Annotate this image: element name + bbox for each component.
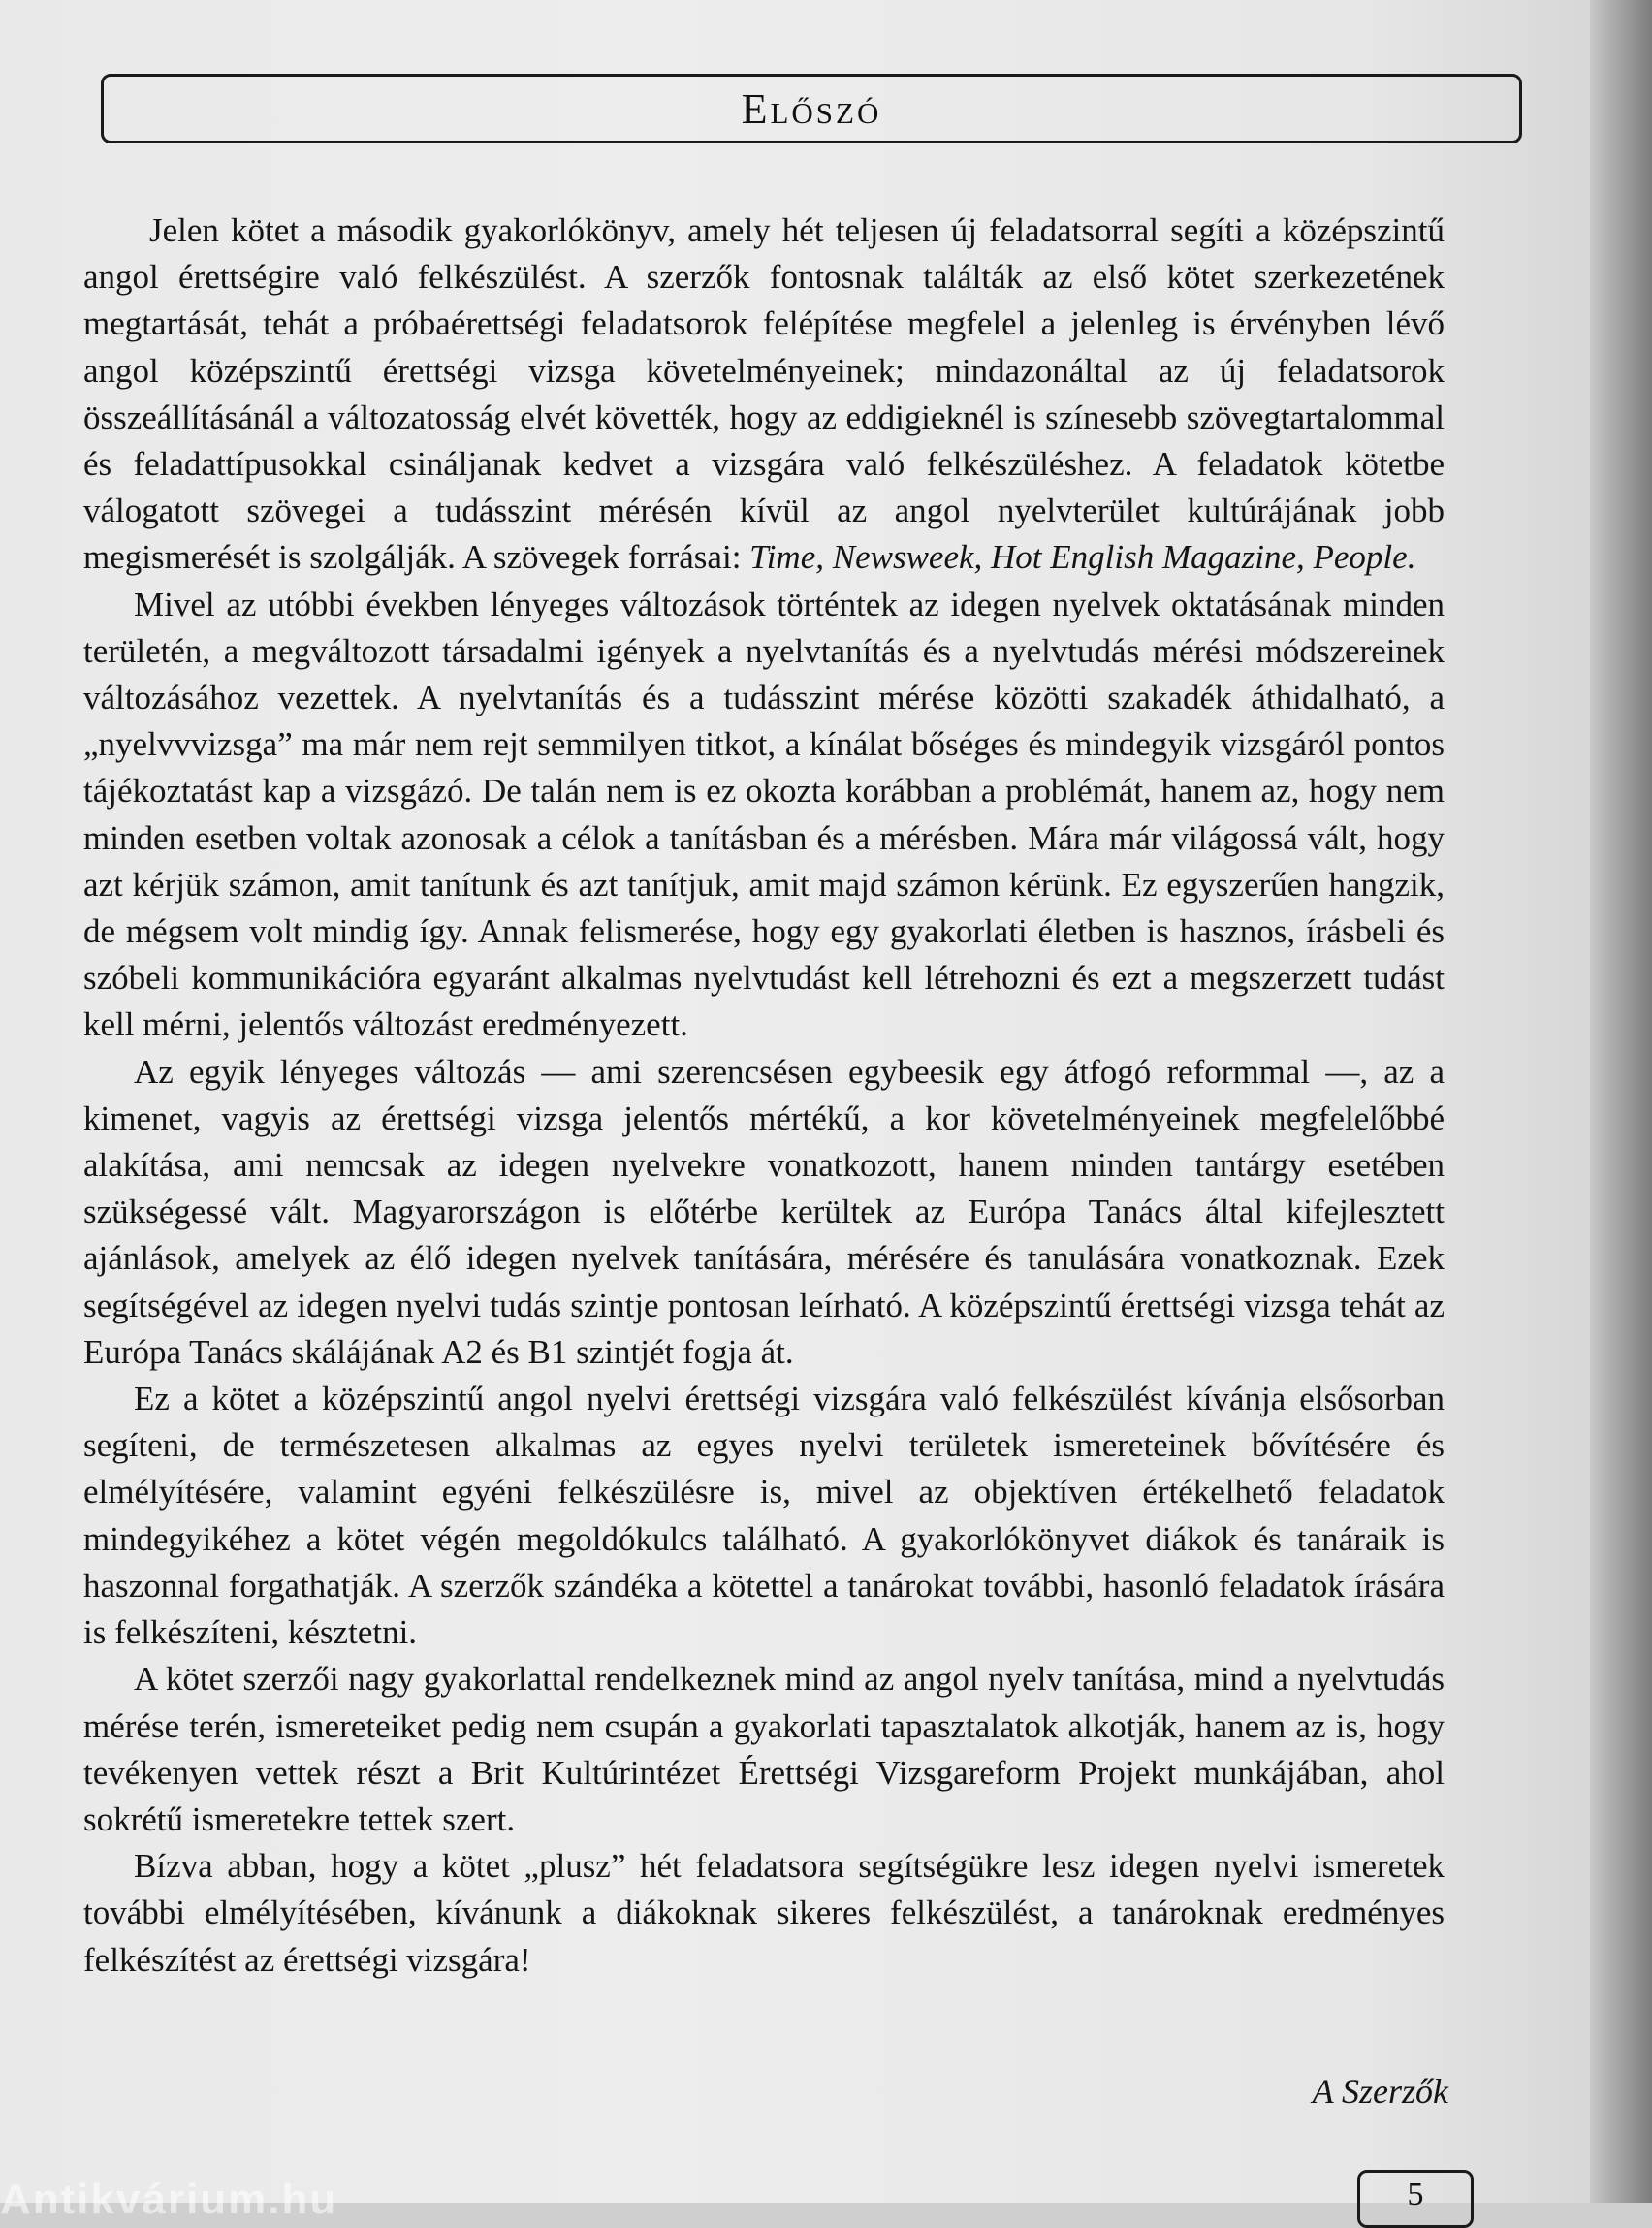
paragraph-1	[83, 207, 1445, 582]
paragraph-1-text: Jelen kötet a második gyakorlókönyv, amely hét teljesen új feladatsorral segíti a középszintű angol érettségire való felkészülést. A szerzők fontosnak találták az első kötet szerkezetének megtartását, tehát a próbaérettségi feladatsorok felépítése megfelel a jelenleg is érvényben lévő angol középszintű érettségi vizsga követelményeinek; mindazonáltal az új feladatsorok összeállításánál a változatosság elvét követték, hogy az eddigieknél is színesebb szövegtartalommal és feladattípusokkal csináljanak kedvet a vizsgára való felkészüléshez. A feladatok kötetbe válogatott szövegei a tudásszint mérésén kívül az angol nyelvterület kultúrájának jobb megismerését is szolgálják. A szövegek forrásai:	[83, 211, 1445, 577]
paragraph-4: Ez a kötet a középszintű angol nyelvi érettségi vizsgára való felkészülést kívánja elsősorban segíteni, de természetesen alkalmas az egyes nyelvi területek ismereteinek bővítésére és elmélyítésére, valamint egyéni felkészülésre is, mivel az objektíven értékelhető feladatok mindegyikéhez a kötet végén megoldókulcs található. A gyakorlókönyvet diákok és tanáraik is haszonnal forgathatják. A szerzők szándéka a kötettel a tanárokat további, hasonló feladatok írására is felkészíteni, késztetni.	[83, 1380, 1445, 1652]
paragraph-5: A kötet szerzői nagy gyakorlattal rendelkeznek mind az angol nyelv tanítása, mind a nyelvtudás mérése terén, ismereteiket pedig nem csupán a gyakorlati tapasztalatok alkotják, hanem az is, hogy tevékenyen vettek részt a Brit Kultúrintézet Érettségi Vizsgareform Projekt munkájában, ahol sokrétű ismeretekre tettek szert.	[83, 1660, 1445, 1838]
paragraph-3: Az egyik lényeges változás — ami szerencsésen egybeesik egy átfogó reformmal —, az a kimenet, vagyis az érettségi vizsga jelentős mértékű, a kor követelményeinek megfelelőbbé alakítása, ami nemcsak az idegen nyelvekre vonatkozott, hanem minden tantárgy esetében szükségessé vált. Magyarországon is előtérbe kerültek az Európa Tanács által kifejlesztett ajánlások, amelyek az élő idegen nyelvek tanítására, mérésére és tanulására vonatkoznak. Ezek segítségével az idegen nyelvi tudás szintje pontosan leírható. A középszintű érettségi vizsga tehát az Európa Tanács skálájának A2 és B1 szintjét fogja át.	[83, 1052, 1445, 1371]
paragraph-6: Bízva abban, hogy a kötet „plusz” hét feladatsora segítségükre lesz idegen nyelvi ismeretek további elmélyítésében, kívánunk a diákoknak sikeres felkészülést, a tanároknak eredményes felkészítést az érettségi vizsgára!	[83, 1847, 1445, 1979]
watermark: Antikvárium.hu	[0, 2176, 338, 2223]
heading-box	[101, 74, 1522, 143]
foreword-body	[83, 207, 1445, 1984]
sources-list: Time, Newsweek, Hot English Magazine, People.	[749, 538, 1416, 577]
page-heading: Előszó	[741, 84, 882, 133]
paragraph-2: Mivel az utóbbi években lényeges változások történtek az idegen nyelvek oktatásának minden területén, a megváltozott társadalmi igények a nyelvtanítás és a nyelvtudás mérési módszereinek változásához vezettek. A nyelvtanítás és a tudásszint mérése közötti szakadék áthidalható, a „nyelvvvizsga” ma már nem rejt semmilyen titkot, a kínálat bőséges és mindegyik vizsgáról pontos tájékoztatást kap a vizsgázó. De talán nem is ez okozta korábban a problémát, hanem az, hogy nem minden esetben voltak azonosak a célok a tanításban és a mérésben. Mára már világossá vált, hogy azt kérjük számon, amit tanítunk és azt tanítjuk, amit majd számon kérünk. Ez egyszerűen hangzik, de mégsem volt mindig így. Annak felismerése, hogy egy gyakorlati életben is hasznos, írásbeli és szóbeli kommunikációra egyaránt alkalmas nyelvtudást kell létrehozni és ezt a megszerzett tudást kell mérni, jelentős változást eredményezett.	[83, 585, 1445, 1044]
page-edge-shadow	[1590, 0, 1652, 2203]
signature: A Szerzők	[1312, 2072, 1448, 2111]
page-number: 5	[1357, 2170, 1474, 2228]
